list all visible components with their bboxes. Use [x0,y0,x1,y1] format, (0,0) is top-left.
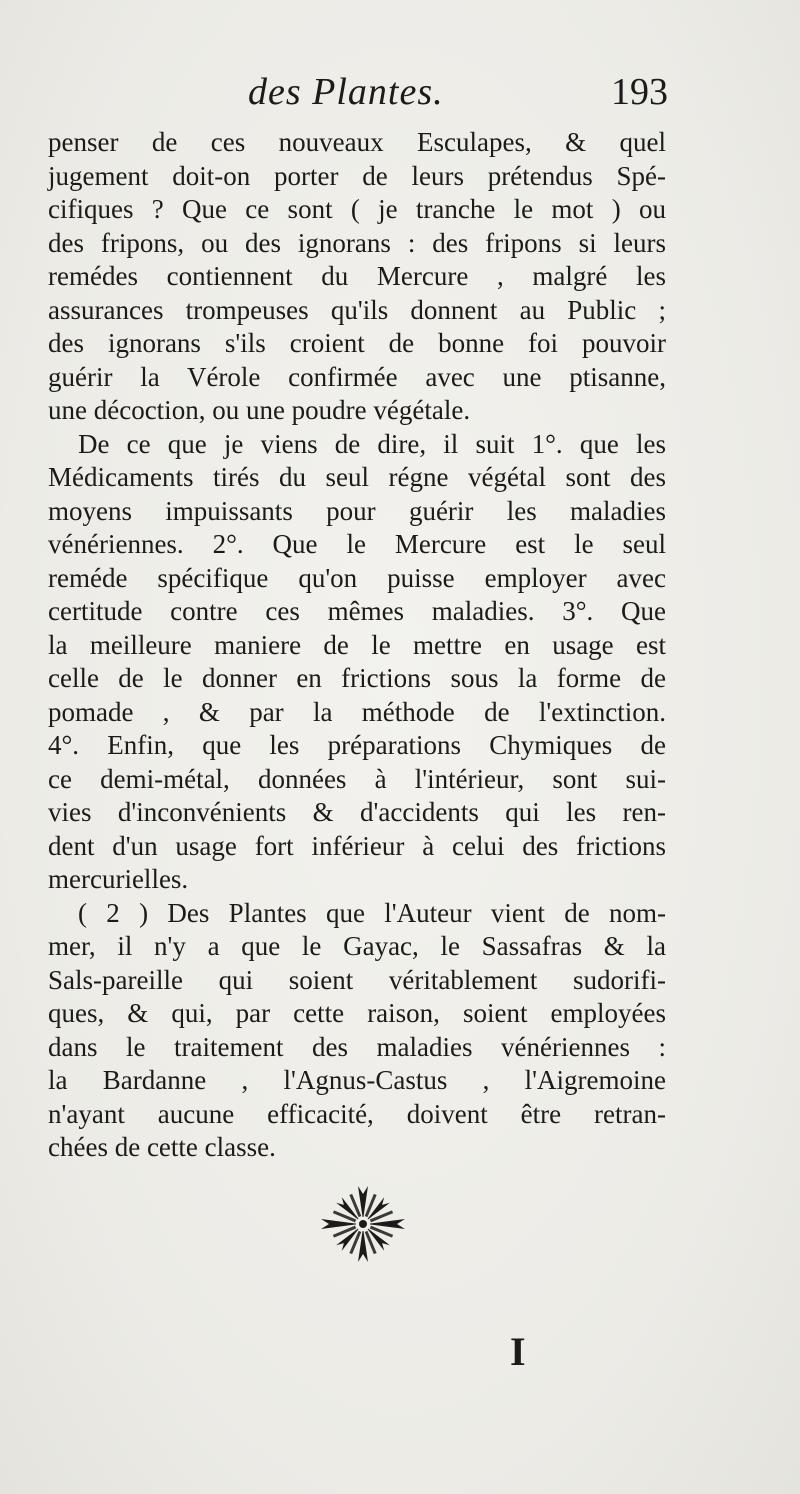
text-line: certitude contre ces mêmes maladies. 3°. Que [48,596,666,626]
text-line: vénériennes. 2°. Que le Mercure est le seul [48,529,666,559]
text-line: la Bardanne , l'Agnus-Castus , l'Aigremoine [48,1065,666,1095]
text-line: Sals-pareille qui soient véritablement sudorifi- [48,964,666,995]
text-line: vies d'inconvénients & d'accidents qui les ren- [48,797,666,827]
text-line: 4°. Enfin, que les préparations Chymiques de [48,730,666,760]
text-line: la meilleure maniere de le mettre en usage est [48,629,666,660]
page-number: 193 [611,71,668,113]
paragraph-start-line: ( 2 ) Des Plantes que l'Auteur vient de nom- [78,897,666,928]
body-text [48,126,666,1165]
text-line: remédes contiennent du Mercure , malgré les [48,261,666,291]
text-line: penser de ces nouveaux Esculapes, & quel [48,127,666,157]
text-line: des fripons, ou des ignorans : des fripons si leurs [48,227,666,258]
text-line: ques, & qui, par cette raison, soient employées [48,998,666,1028]
paragraph-start-line: De ce que je viens de dire, il suit 1°. que les [78,428,666,459]
text-line: guérir la Vérole confirmée avec une ptisanne, [48,361,666,392]
floral-ornament-icon [318,1182,408,1266]
signature-mark: I [510,1329,526,1374]
text-line: assurances trompeuses qu'ils donnent au Public ; [48,294,666,325]
text-line: Médicaments tirés du seul régne végétal sont des [48,462,666,492]
running-title: des Plantes. [248,71,444,113]
text-line: n'ayant aucune efficacité, doivent être retran- [48,1098,666,1129]
page-header [48,70,668,120]
text-line: reméde spécifique qu'on puisse employer avec [48,562,666,593]
text-line: pomade , & par la méthode de l'extinction. [48,696,666,727]
text-line: dans le traitement des maladies vénériennes : [48,1031,666,1062]
text-line: moyens impuissants pour guérir les maladies [48,495,666,526]
text-line: cifiques ? Que ce sont ( je tranche le mot ) ou [48,194,666,224]
text-line: ce demi-métal, données à l'intérieur, sont sui- [48,763,666,794]
text-line: une décoction, ou une poudre végétale. [48,395,471,425]
text-line: mercurielles. [48,864,189,894]
text-line: chées de cette classe. [48,1132,276,1162]
text-line: dent d'un usage fort inférieur à celui des frictions [48,830,666,861]
text-line: mer, il n'y a que le Gayac, le Sassafras & la [48,931,666,961]
text-line: des ignorans s'ils croient de bonne foi pouvoir [48,328,666,358]
text-line: jugement doit-on porter de leurs prétendus Spé- [48,160,666,191]
text-line: celle de le donner en frictions sous la forme de [48,663,666,693]
